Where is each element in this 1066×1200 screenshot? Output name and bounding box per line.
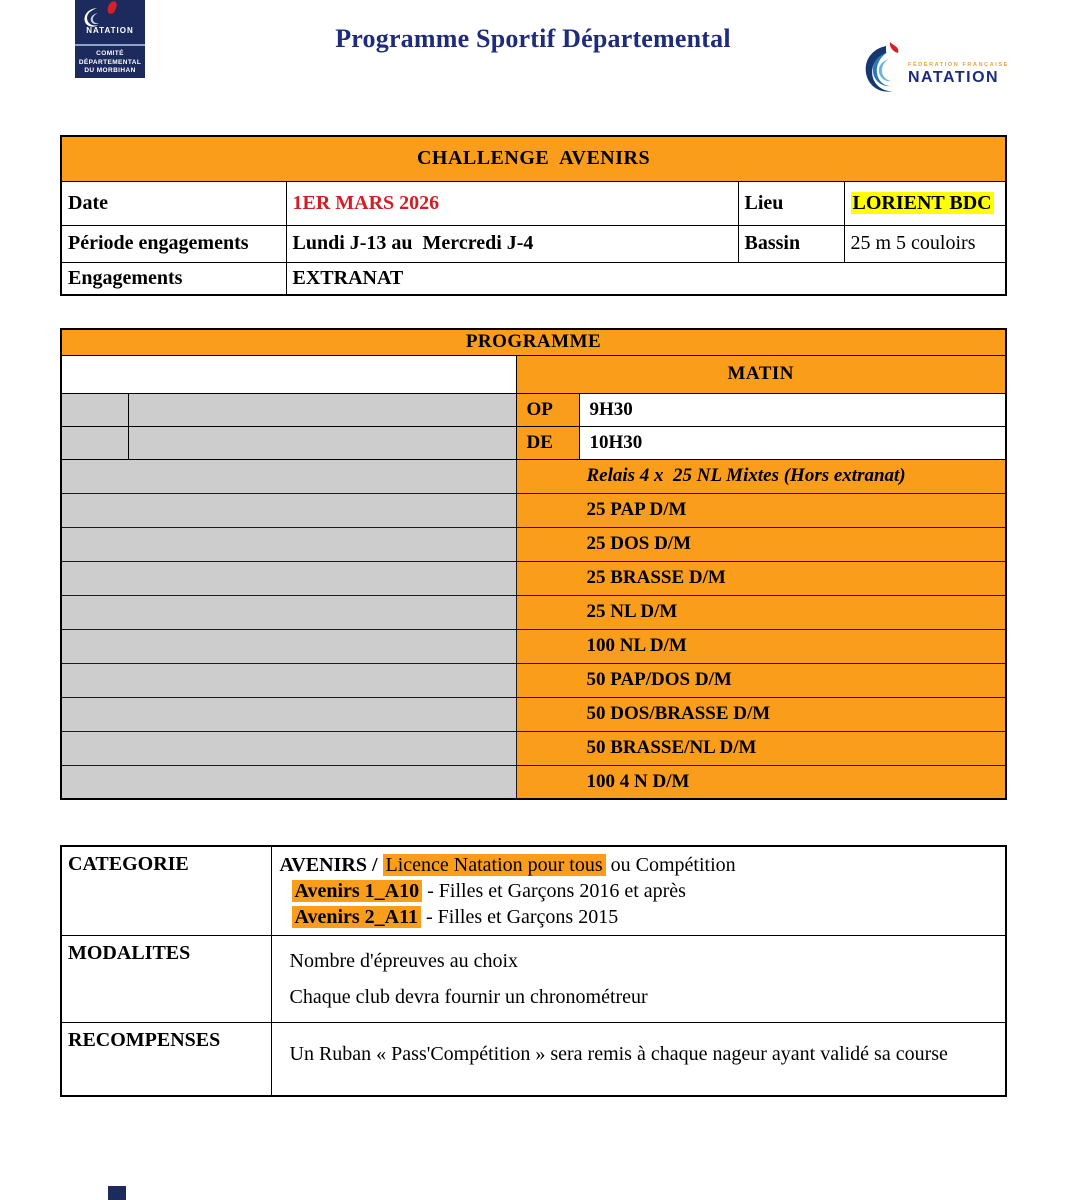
grid-cell (61, 393, 128, 426)
event-name-cell: 50 DOS/BRASSE D/M (516, 697, 1006, 731)
grid-cell (61, 459, 516, 493)
ouverture-portes-row (61, 393, 1006, 426)
event-row (61, 493, 1006, 527)
comite-logo-text: COMITÉ DÉPARTEMENTAL DU MORBIHAN (78, 50, 142, 74)
grid-cell (61, 731, 516, 765)
session-empty-cell (61, 355, 516, 393)
programme-title-row (61, 329, 1006, 355)
challenge-info-table (60, 135, 1007, 296)
event-name-cell: 25 BRASSE D/M (516, 561, 1006, 595)
grid-cell (61, 595, 516, 629)
lieu-label-cell: Lieu (738, 181, 844, 225)
ffn-logo (860, 36, 1020, 102)
flame-icon (106, 0, 118, 15)
op-label-cell: OP (516, 393, 579, 426)
event-name-cell: 50 BRASSE/NL D/M (516, 731, 1006, 765)
page-title: Programme Sportif Départemental (335, 24, 731, 53)
engagements-row (61, 262, 1006, 295)
ffn-natation-label: NATATION (908, 69, 1000, 86)
grid-cell (61, 527, 516, 561)
session-row (61, 355, 1006, 393)
event-row (61, 663, 1006, 697)
event-row (61, 731, 1006, 765)
de-time-cell: 10H30 (579, 426, 1006, 459)
categorie-line-3: Avenirs 2_A11 - Filles et Garçons 2015 (280, 904, 998, 930)
date-label-cell: Date (61, 181, 286, 225)
bassin-label-cell: Bassin (738, 225, 844, 262)
grid-cell (61, 697, 516, 731)
op-time-cell: 9H30 (579, 393, 1006, 426)
recompenses-label-cell: RECOMPENSES (61, 1023, 271, 1096)
event-name-cell: 25 DOS D/M (516, 527, 1006, 561)
grid-cell (61, 663, 516, 697)
categorie-content-cell (271, 846, 1006, 936)
periode-row (61, 225, 1006, 262)
event-name-cell: Relais 4 x 25 NL Mixtes (Hors extranat) (516, 459, 1006, 493)
grid-cell (61, 765, 516, 799)
periode-value-cell: Lundi J-13 au Mercredi J-4 (286, 225, 738, 262)
engagements-label-cell: Engagements (61, 262, 286, 295)
event-row (61, 629, 1006, 663)
event-name-cell: 100 NL D/M (516, 629, 1006, 663)
modalites-row (61, 936, 1006, 1023)
modalites-line-2: Chaque club devra fournir un chronométreur (289, 986, 648, 1008)
categorie-label-cell: CATEGORIE (61, 846, 271, 936)
grid-cell (61, 493, 516, 527)
recompenses-content-cell (271, 1023, 1006, 1096)
ffn-logo-text (908, 62, 1009, 87)
periode-label-cell: Période engagements (61, 225, 286, 262)
event-name-cell: 50 PAP/DOS D/M (516, 663, 1006, 697)
ffn-federation-label: FÉDÉRATION FRANÇAISE (908, 62, 1009, 68)
grid-cell (128, 393, 516, 426)
bassin-value-cell: 25 m 5 couloirs (844, 225, 1006, 262)
debut-epreuves-row (61, 426, 1006, 459)
engagements-value-cell: EXTRANAT (286, 262, 1006, 295)
modalites-label-cell: MODALITES (61, 936, 271, 1023)
event-name-cell: 25 PAP D/M (516, 493, 1006, 527)
date-row (61, 181, 1006, 225)
grid-cell (61, 629, 516, 663)
de-label-cell: DE (516, 426, 579, 459)
grid-cell (128, 426, 516, 459)
event-row (61, 527, 1006, 561)
challenge-title-row (61, 136, 1006, 181)
categorie-line-1: AVENIRS / Licence Natation pour tous ou Compétition (279, 854, 736, 876)
event-row (61, 459, 1006, 493)
programme-title-cell: PROGRAMME (61, 329, 1006, 355)
challenge-title-cell: CHALLENGE AVENIRS (61, 136, 1006, 181)
event-name-cell: 25 NL D/M (516, 595, 1006, 629)
comite-logo-natation-label: NATATION (86, 26, 134, 35)
categorie-row (61, 846, 1006, 936)
recompenses-text: Un Ruban « Pass'Compétition » sera remis à chaque nageur ayant validé sa course (289, 1043, 948, 1065)
lieu-value-cell: LORIENT BDC (844, 181, 1006, 225)
details-table (60, 845, 1007, 1097)
event-name-cell: 100 4 N D/M (516, 765, 1006, 799)
page-header (0, 0, 1066, 125)
event-row (61, 697, 1006, 731)
programme-table (60, 328, 1007, 800)
next-page-logo-sliver (108, 1186, 126, 1200)
event-row (61, 561, 1006, 595)
recompenses-row (61, 1023, 1006, 1096)
event-row (61, 595, 1006, 629)
modalites-line-1: Nombre d'épreuves au choix (289, 950, 519, 972)
grid-cell (61, 561, 516, 595)
modalites-content-cell (271, 936, 1006, 1023)
grid-cell (61, 426, 128, 459)
matin-header-cell: MATIN (516, 355, 1006, 393)
date-value-cell: 1ER MARS 2026 (286, 181, 738, 225)
categorie-line-2: Avenirs 1_A10 - Filles et Garçons 2016 et après (280, 878, 998, 904)
event-row (61, 765, 1006, 799)
